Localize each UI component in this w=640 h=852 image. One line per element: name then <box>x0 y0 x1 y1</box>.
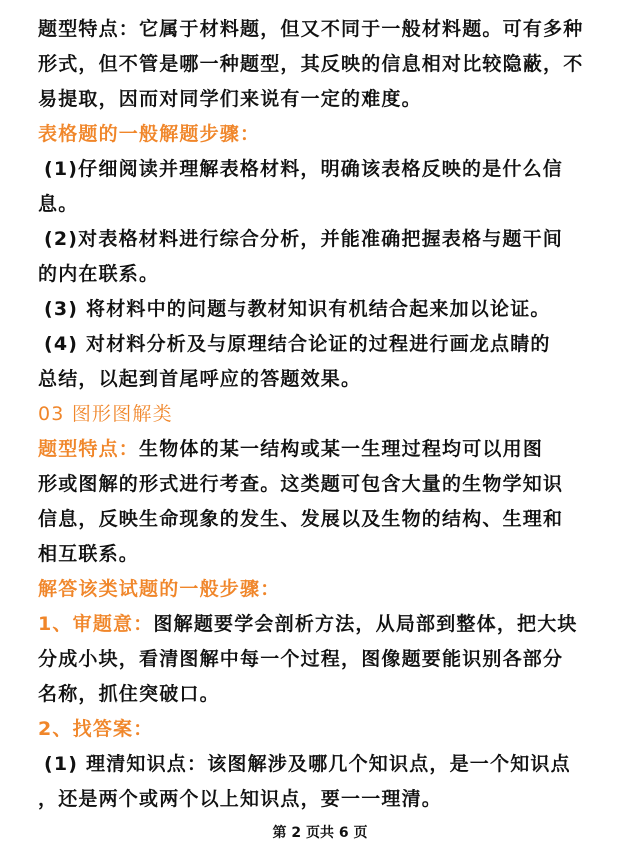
paragraph-line: 相互联系。 <box>38 543 140 565</box>
section-heading-find-answer: 2、找答案： <box>38 718 154 740</box>
paragraph-line: 题型特点：生物体的某一结构或某一生理过程均可以用图 <box>38 438 544 460</box>
document-body <box>38 12 610 817</box>
step-1-line: (1)仔细阅读并理解表格材料，明确该表格反映的是什么信 <box>44 158 563 180</box>
paragraph-line: 信息，反映生命现象的发生、发展以及生物的结构、生理和 <box>38 508 564 530</box>
paragraph-line: 分成小块，看清图解中每一个过程，图像题要能识别各部分 <box>38 648 564 670</box>
paragraph-line: 总结，以起到首尾呼应的答题效果。 <box>38 368 362 390</box>
label-read-question: 1、审题意： <box>38 613 154 635</box>
paragraph-line: 题型特点：它属于材料题，但又不同于一般材料题。可有多种 <box>38 18 584 40</box>
label-type-features: 题型特点： <box>38 18 140 40</box>
paragraph-line: ，还是两个或两个以上知识点，要一一理清。 <box>38 788 443 810</box>
step-1-line: (1) 理清知识点：该图解涉及哪几个知识点，是一个知识点 <box>44 753 571 775</box>
paragraph-line: 1、审题意：图解题要学会剖析方法，从局部到整体，把大块 <box>38 613 578 635</box>
paragraph-line: 形式，但不管是哪一种题型，其反映的信息相对比较隐蔽，不 <box>38 53 584 75</box>
label-type-features: 题型特点： <box>38 438 140 460</box>
section-heading-table-steps: 表格题的一般解题步骤： <box>38 123 261 145</box>
paragraph-line: 息。 <box>38 193 79 215</box>
section-heading-diagram: 03 图形图解类 <box>38 403 173 425</box>
paragraph-line: 易提取，因而对同学们来说有一定的难度。 <box>38 88 422 110</box>
paragraph-line: 形或图解的形式进行考查。这类题可包含大量的生物学知识 <box>38 473 564 495</box>
step-3-line: (3) 将材料中的问题与教材知识有机结合起来加以论证。 <box>44 298 551 320</box>
section-heading-general-steps: 解答该类试题的一般步骤： <box>38 578 281 600</box>
page-number-footer: 第 2 页共 6 页 <box>272 825 368 841</box>
step-4-line: (4) 对材料分析及与原理结合论证的过程进行画龙点睛的 <box>44 333 551 355</box>
paragraph-line: 名称，抓住突破口。 <box>38 683 220 705</box>
paragraph-line: 的内在联系。 <box>38 263 160 285</box>
step-2-line: (2)对表格材料进行综合分析，并能准确把握表格与题干间 <box>44 228 563 250</box>
